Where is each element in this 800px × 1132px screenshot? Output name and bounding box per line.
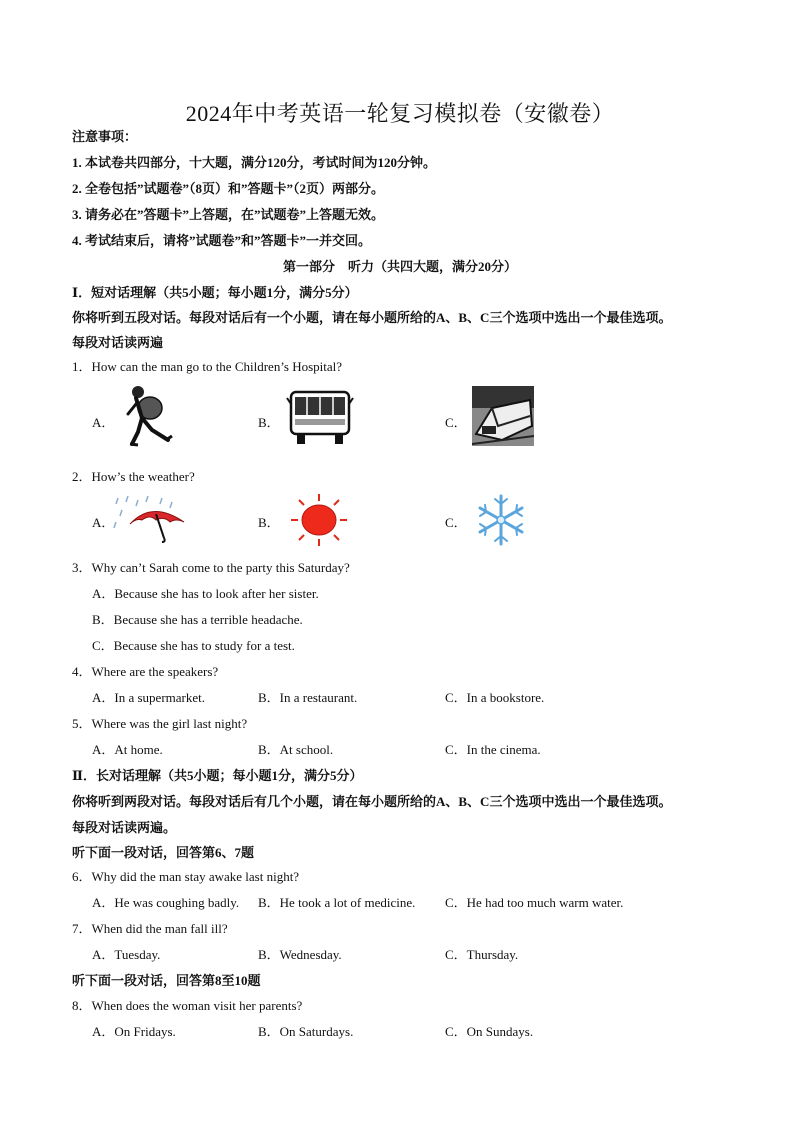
option-b: B．He took a lot of medicine. bbox=[258, 895, 416, 910]
section-instruction: 每段对话读两遍。 bbox=[72, 820, 177, 835]
sun-icon bbox=[288, 492, 350, 548]
option-b: B．Because she has a terrible headache. bbox=[92, 612, 303, 627]
section-heading: Ⅰ．短对话理解（共5小题；每小题1分，满分5分） bbox=[72, 285, 358, 300]
notice-item: 3. 请务必在”答题卡”上答题，在”试题卷”上答题无效。 bbox=[72, 207, 385, 222]
train-icon bbox=[472, 386, 534, 446]
option-a: A．On Fridays. bbox=[92, 1024, 176, 1039]
option-a: A．At home. bbox=[92, 742, 163, 757]
notice-item: 2. 全卷包括”试题卷”（8页）和”答题卡”（2页）两部分。 bbox=[72, 181, 385, 196]
option-a-label: A． bbox=[92, 415, 115, 430]
option-a: A．In a supermarket. bbox=[92, 690, 205, 705]
option-b-label: B． bbox=[258, 415, 280, 430]
option-a-label: A． bbox=[92, 515, 115, 530]
section-heading: Ⅱ．长对话理解（共5小题；每小题1分，满分5分） bbox=[72, 768, 363, 783]
question-7: 7．When did the man fall ill? bbox=[72, 921, 228, 936]
option-b: B．Wednesday. bbox=[258, 947, 342, 962]
option-c: C．Thursday. bbox=[445, 947, 519, 962]
option-a: A．Tuesday. bbox=[92, 947, 161, 962]
option-c: C．On Sundays. bbox=[445, 1024, 534, 1039]
question-2: 2．How’s the weather? bbox=[72, 469, 195, 484]
page-title: 2024年中考英语一轮复习模拟卷（安徽卷） bbox=[185, 101, 615, 126]
option-c: C．Because she has to study for a test. bbox=[92, 638, 295, 653]
notice-item: 4. 考试结束后，请将”试题卷”和”答题卡”一并交回。 bbox=[72, 233, 372, 248]
walking-person-icon bbox=[120, 384, 178, 448]
umbrella-rain-icon bbox=[112, 494, 192, 544]
option-a: A．He was coughing badly. bbox=[92, 895, 240, 910]
question-4: 4．Where are the speakers? bbox=[72, 664, 219, 679]
option-b: B．In a restaurant. bbox=[258, 690, 358, 705]
snowflake-icon bbox=[468, 492, 534, 548]
option-c-label: C． bbox=[445, 415, 467, 430]
section-instruction: 你将听到两段对话。每段对话后有几个小题，请在每小题所给的A、B、C三个选项中选出一个最佳选项。 bbox=[72, 794, 672, 809]
option-c: C．He had too much warm water. bbox=[445, 895, 624, 910]
option-a: A．Because she has to look after her sister. bbox=[92, 586, 319, 601]
notice-item: 1. 本试卷共四部分，十大题，满分120分，考试时间为120分钟。 bbox=[72, 155, 437, 170]
option-c: C．In the cinema. bbox=[445, 742, 541, 757]
subsection-instruction: 听下面一段对话，回答第8至10题 bbox=[72, 973, 261, 988]
option-c-label: C． bbox=[445, 515, 467, 530]
question-8: 8．When does the woman visit her parents? bbox=[72, 998, 303, 1013]
section-instruction: 你将听到五段对话。每段对话后有一个小题，请在每小题所给的A、B、C三个选项中选出一个最佳选项。 bbox=[72, 310, 672, 325]
option-b: B．At school. bbox=[258, 742, 334, 757]
question-5: 5．Where was the girl last night? bbox=[72, 716, 248, 731]
option-b-label: B． bbox=[258, 515, 280, 530]
question-3: 3．Why can’t Sarah come to the party this Saturday? bbox=[72, 560, 350, 575]
option-b: B．On Saturdays. bbox=[258, 1024, 354, 1039]
notice-heading: 注意事项： bbox=[72, 129, 138, 144]
bus-icon bbox=[285, 388, 355, 446]
section-instruction: 每段对话读两遍 bbox=[72, 335, 164, 350]
option-c: C．In a bookstore. bbox=[445, 690, 545, 705]
part-heading: 第一部分 听力（共四大题，满分20分） bbox=[282, 259, 517, 274]
question-1: 1．How can the man go to the Children’s Hospital? bbox=[72, 359, 343, 374]
question-6: 6．Why did the man stay awake last night? bbox=[72, 869, 300, 884]
subsection-instruction: 听下面一段对话，回答第6、7题 bbox=[72, 845, 255, 860]
